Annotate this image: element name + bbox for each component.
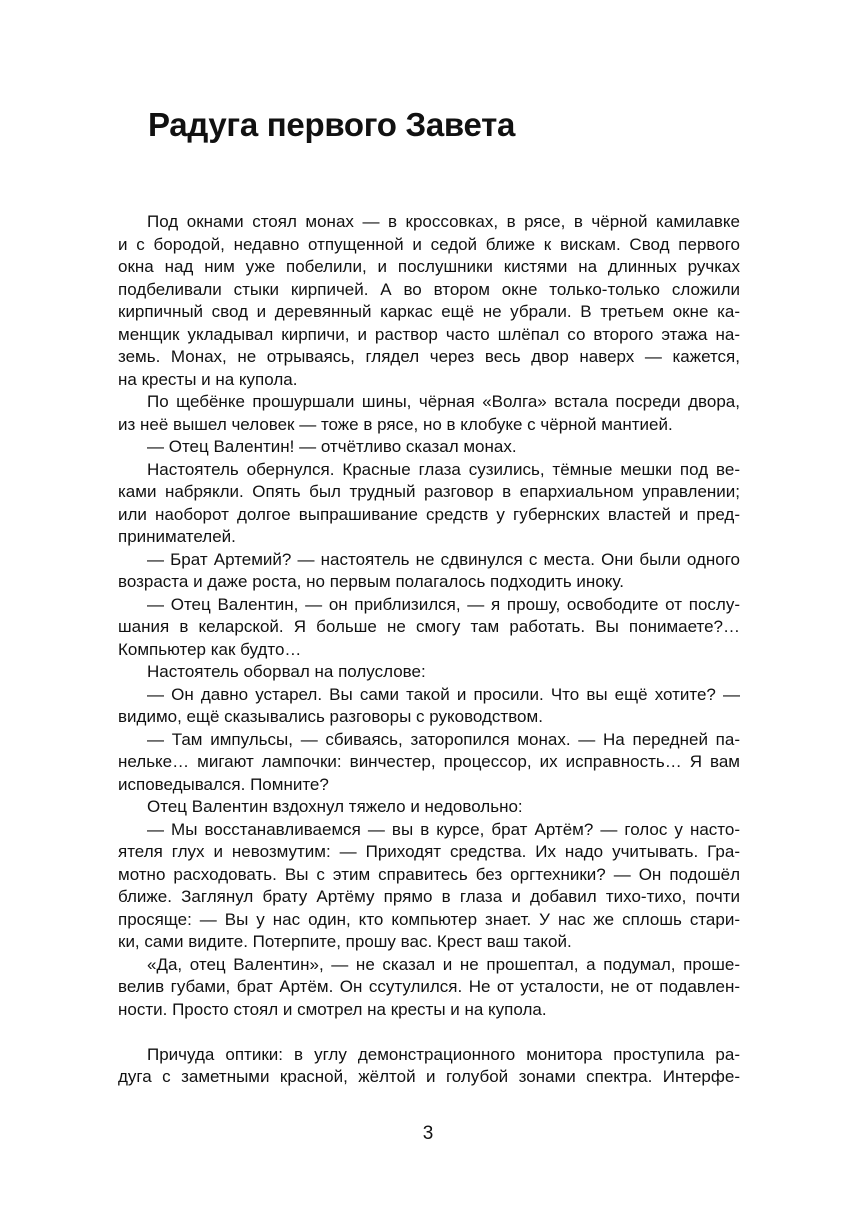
text-line: на кресты и на купола.	[118, 369, 298, 389]
text-line: Настоятель обернулся. Красные глаза сузились, тёмные мешки под ве-	[147, 459, 740, 479]
text-line: нельке… мигают лампочки: винчестер, процессор, их исправность… Я вам	[118, 752, 740, 771]
text-line: — Мы восстанавливаемся — вы в курсе, брат Артём? — голос у насто-	[147, 819, 740, 839]
text-line: исповедывался. Помните?	[118, 774, 329, 794]
text-line: — Отец Валентин, — он приблизился, — я прошу, освободите от послу-	[147, 594, 740, 614]
text-line: земь. Монах, не отрываясь, глядел через весь двор наверх — кажется,	[118, 347, 740, 366]
text-line: подбеливали стыки кирпичей. А во втором окне только-только сложили	[118, 279, 740, 299]
text-line: менщик укладывал кирпичи, и раствор часто шлёпал со второго этажа на-	[118, 324, 740, 344]
text-line: кирпичный свод и деревянный каркас ещё не убрали. В третьем окне ка-	[118, 302, 740, 321]
text-line: ближе. Заглянул брату Артёму прямо в глаза и добавил тихо-тихо, почти	[118, 887, 740, 906]
text-line: мотно расходовать. Вы с этим справитесь без оргтехники? — Он подошёл	[118, 864, 740, 884]
text-line: ности. Просто стоял и смотрел на кресты и на купола.	[118, 999, 547, 1019]
text-line: ятеля глух и невозмутим: — Приходят средства. Их надо учитывать. Гра-	[118, 842, 740, 861]
text-line: возраста и даже роста, но первым полагалось подходить иноку.	[118, 572, 624, 591]
text-line: шания в келарской. Я больше не смогу там работать. Вы понимаете?…	[118, 617, 740, 636]
text-line: ками набрякли. Опять был трудный разговор в епархиальном управлении;	[118, 482, 740, 501]
text-line: Под окнами стоял монах — в кроссовках, в рясе, в чёрной камилавке	[147, 212, 740, 231]
text-line: Отец Валентин вздохнул тяжело и недовольно:	[147, 797, 523, 816]
text-line: Причуда оптики: в углу демонстрационного монитора проступила ра-	[147, 1044, 740, 1064]
text-line: ки, сами видите. Потерпите, прошу вас. Крест ваш такой.	[118, 932, 572, 951]
paragraph-gap	[118, 1021, 740, 1044]
page-number: 3	[422, 1123, 434, 1144]
text-line: — Брат Артемий? — настоятель не сдвинулся с места. Они были одного	[147, 549, 740, 569]
text-line: принимателей.	[118, 527, 236, 546]
text-line: просяще: — Вы у нас один, кто компьютер знает. У нас же сплошь стари-	[118, 909, 740, 929]
text-line: По щебёнке прошуршали шины, чёрная «Волга» встала посреди двора,	[147, 392, 740, 411]
text-line: из неё вышел человек — тоже в рясе, но в клобуке с чёрной мантией.	[118, 414, 673, 434]
text-line: велив губами, брат Артём. Он ссутулился. Не от усталости, не от подавлен-	[118, 977, 740, 996]
text-line: — Он давно устарел. Вы сами такой и просили. Что вы ещё хотите? —	[147, 684, 740, 704]
text-line: и с бородой, недавно отпущенной и седой ближе к вискам. Свод первого	[118, 234, 740, 254]
text-line: дуга с заметными красной, жёлтой и голубой зонами спектра. Интерфе-	[118, 1067, 740, 1086]
text-line: Настоятель оборвал на полуслове:	[147, 662, 426, 681]
chapter-title: Радуга первого Завета	[148, 106, 515, 143]
body-text	[118, 211, 740, 1089]
text-line: — Отец Валентин! — отчётливо сказал монах.	[147, 437, 517, 456]
text-line: Компьютер как будто…	[118, 639, 302, 659]
text-line: — Там импульсы, — сбиваясь, заторопился монах. — На передней па-	[147, 729, 740, 749]
text-line: видимо, ещё сказывались разговоры с руководством.	[118, 707, 543, 726]
text-line: или наоборот долгое выпрашивание средств у губернских властей и пред-	[118, 504, 740, 524]
text-line: окна над ним уже побелили, и послушники кистями на длинных ручках	[118, 257, 740, 276]
text-line: «Да, отец Валентин», — не сказал и не прошептал, а подумал, проше-	[147, 954, 740, 974]
